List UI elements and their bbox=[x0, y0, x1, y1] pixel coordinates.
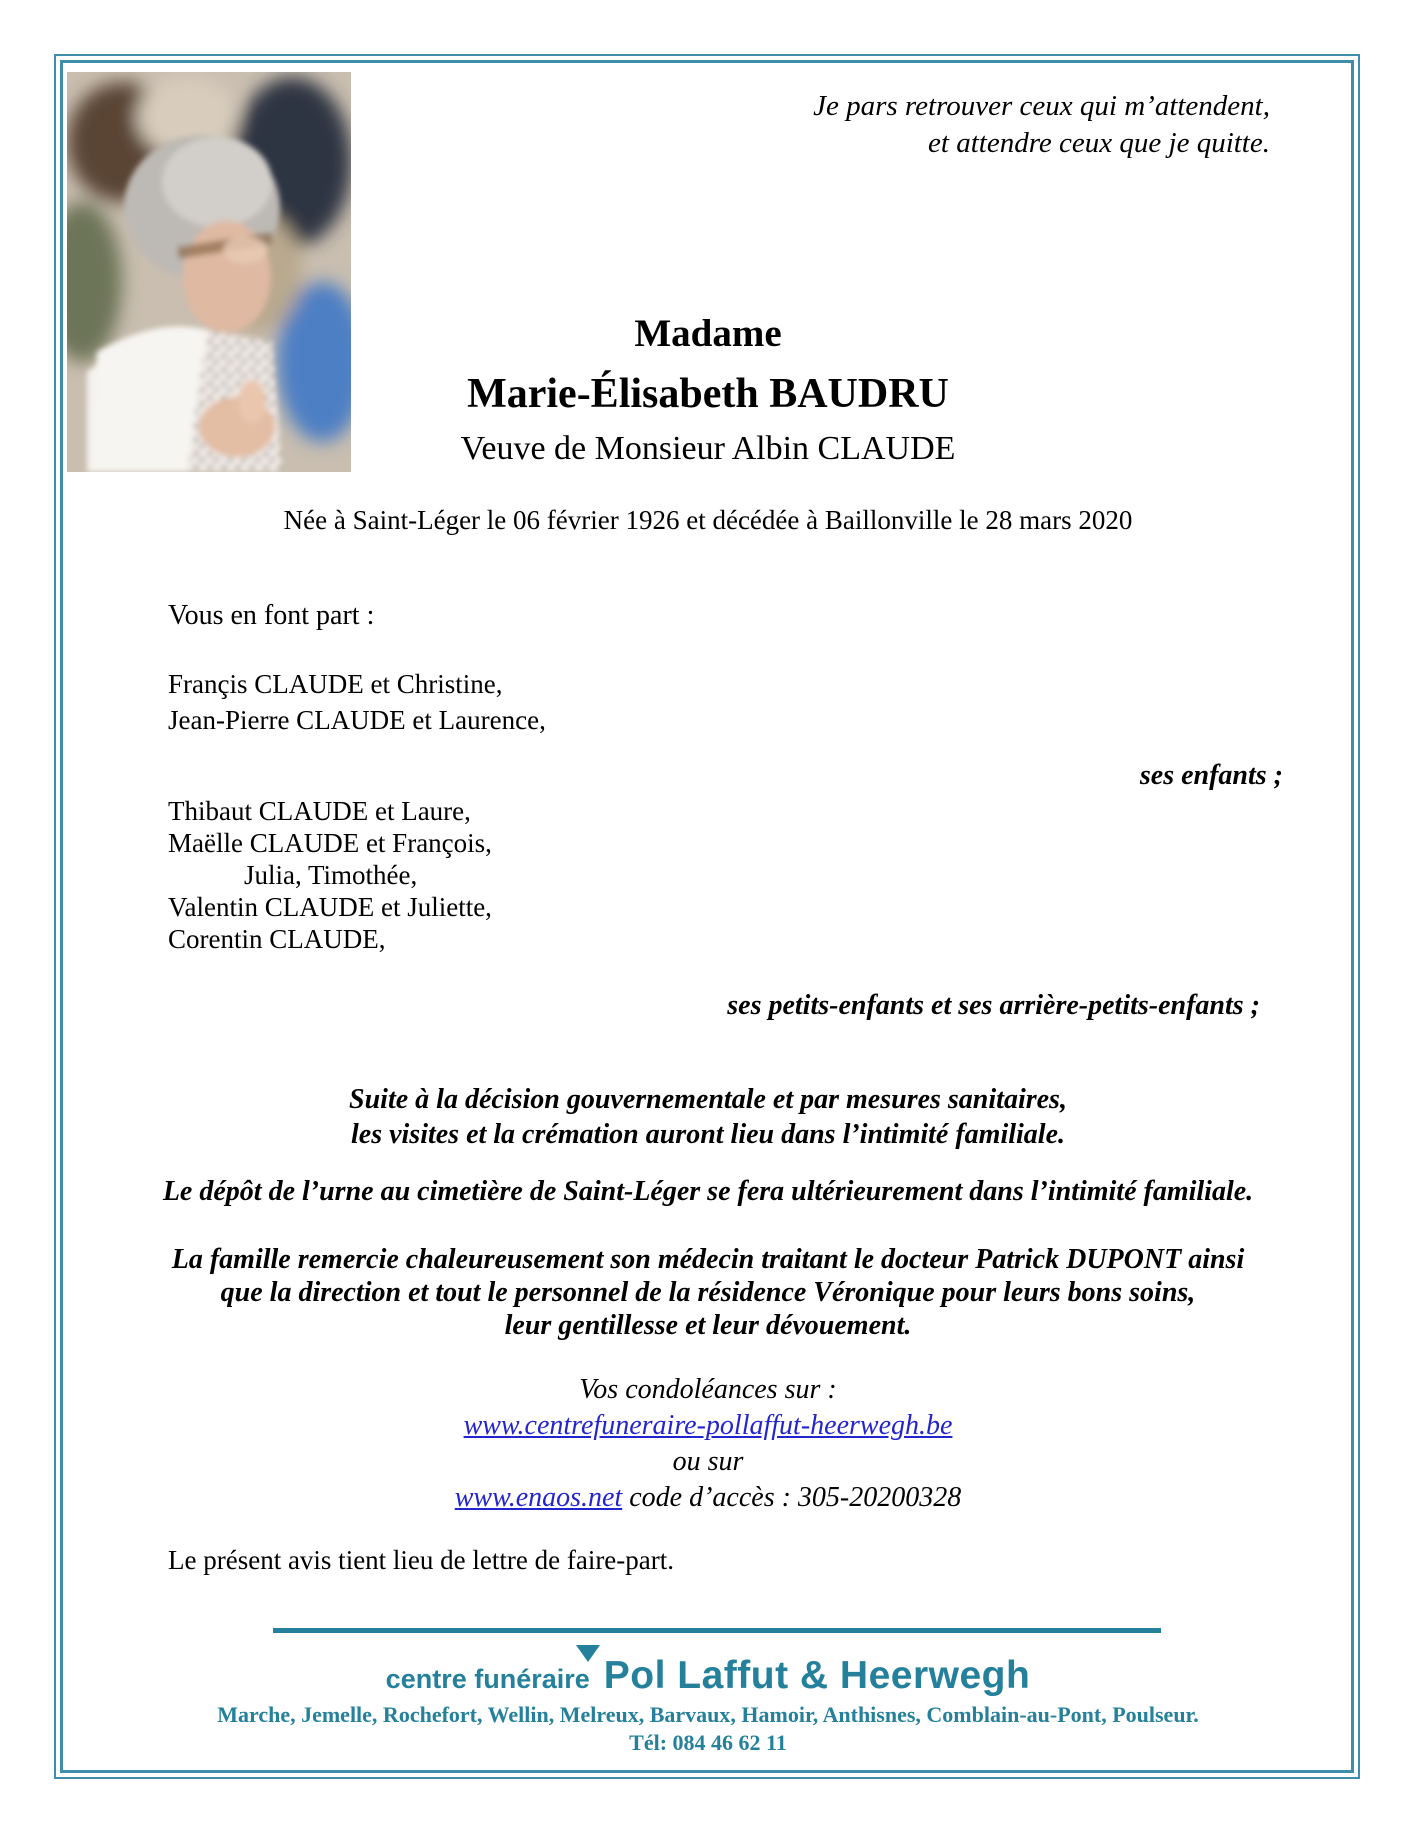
condolences-intro: Vos condoléances sur : bbox=[579, 1374, 837, 1405]
brand-prefix: centre funéraire bbox=[385, 1664, 590, 1694]
family-member-line: Françis CLAUDE et Christine, bbox=[168, 669, 503, 699]
enaos-link[interactable]: www.enaos.net bbox=[454, 1482, 623, 1513]
thanks-line-2: que la direction et tout le personnel de la résidence Véronique pour leurs bons soins, bbox=[220, 1277, 1196, 1308]
family-member-line: Valentin CLAUDE et Juliette, bbox=[168, 892, 492, 922]
condolences-block bbox=[0, 1372, 1416, 1516]
condolences-link-row bbox=[0, 1408, 1416, 1444]
family-member-line: Thibaut CLAUDE et Laure, bbox=[168, 796, 471, 826]
birth-death-line: Née à Saint-Léger le 06 février 1926 et décédée à Baillonville le 28 mars 2020 bbox=[283, 505, 1133, 535]
children-label: ses enfants ; bbox=[1139, 760, 1283, 791]
footer-cities: Marche, Jemelle, Rochefort, Wellin, Melreux, Barvaux, Hamoir, Anthisnes, Comblain-au-Pont, Poulseur. bbox=[217, 1702, 1199, 1727]
thanks-line-1: La famille remercie chaleureusement son médecin traitant le docteur Patrick DUPONT ainsi bbox=[171, 1244, 1245, 1275]
brand-name: Pol Laffut & Heerwegh bbox=[603, 1654, 1031, 1697]
thanks-line-3: leur gentillesse et leur dévouement. bbox=[504, 1310, 912, 1341]
sanitary-line-2: les visites et la crémation auront lieu dans l’intimité familiale. bbox=[350, 1119, 1065, 1150]
footer-divider bbox=[273, 1628, 1161, 1633]
announcement-intro: Vous en font part : bbox=[168, 600, 375, 631]
salutation: Madame bbox=[634, 312, 782, 355]
family-member-line: Julia, Timothée, bbox=[244, 860, 418, 890]
epitaph-quote bbox=[813, 88, 1270, 162]
deceased-title-block bbox=[0, 310, 1416, 472]
family-member-line: Maëlle CLAUDE et François, bbox=[168, 828, 492, 858]
family-member-line: Corentin CLAUDE, bbox=[168, 924, 386, 954]
deceased-name: Marie-Élisabeth BAUDRU bbox=[467, 371, 949, 417]
or-text: ou sur bbox=[672, 1446, 744, 1477]
access-code: code d’accès : 305-20200328 bbox=[629, 1482, 962, 1513]
family-member-line: Jean-Pierre CLAUDE et Laurence, bbox=[168, 705, 546, 735]
funeral-home-logo bbox=[0, 1654, 1416, 1698]
enaos-row bbox=[0, 1480, 1416, 1516]
closing-line: Le présent avis tient lieu de lettre de faire-part. bbox=[168, 1545, 675, 1575]
grandchildren-list bbox=[168, 795, 492, 955]
epitaph-line-1: Je pars retrouver ceux qui m’attendent, bbox=[813, 90, 1270, 122]
children-list bbox=[168, 666, 546, 738]
thanks-notice bbox=[0, 1243, 1416, 1342]
urn-notice: Le dépôt de l’urne au cimetière de Saint-Léger se fera ultérieurement dans l’intimité familiale. bbox=[162, 1176, 1254, 1207]
sanitary-notice bbox=[0, 1082, 1416, 1152]
funeral-home-link[interactable]: www.centrefuneraire-pollaffut-heerwegh.be bbox=[463, 1410, 953, 1441]
grandchildren-label: ses petits-enfants et ses arrière-petits-enfants ; bbox=[727, 990, 1260, 1021]
footer-phone: Tél: 084 46 62 11 bbox=[629, 1730, 787, 1755]
epitaph-line-2: et attendre ceux que je quitte. bbox=[928, 127, 1270, 159]
sanitary-line-1: Suite à la décision gouvernementale et par mesures sanitaires, bbox=[349, 1084, 1067, 1115]
widow-line: Veuve de Monsieur Albin CLAUDE bbox=[460, 430, 956, 467]
